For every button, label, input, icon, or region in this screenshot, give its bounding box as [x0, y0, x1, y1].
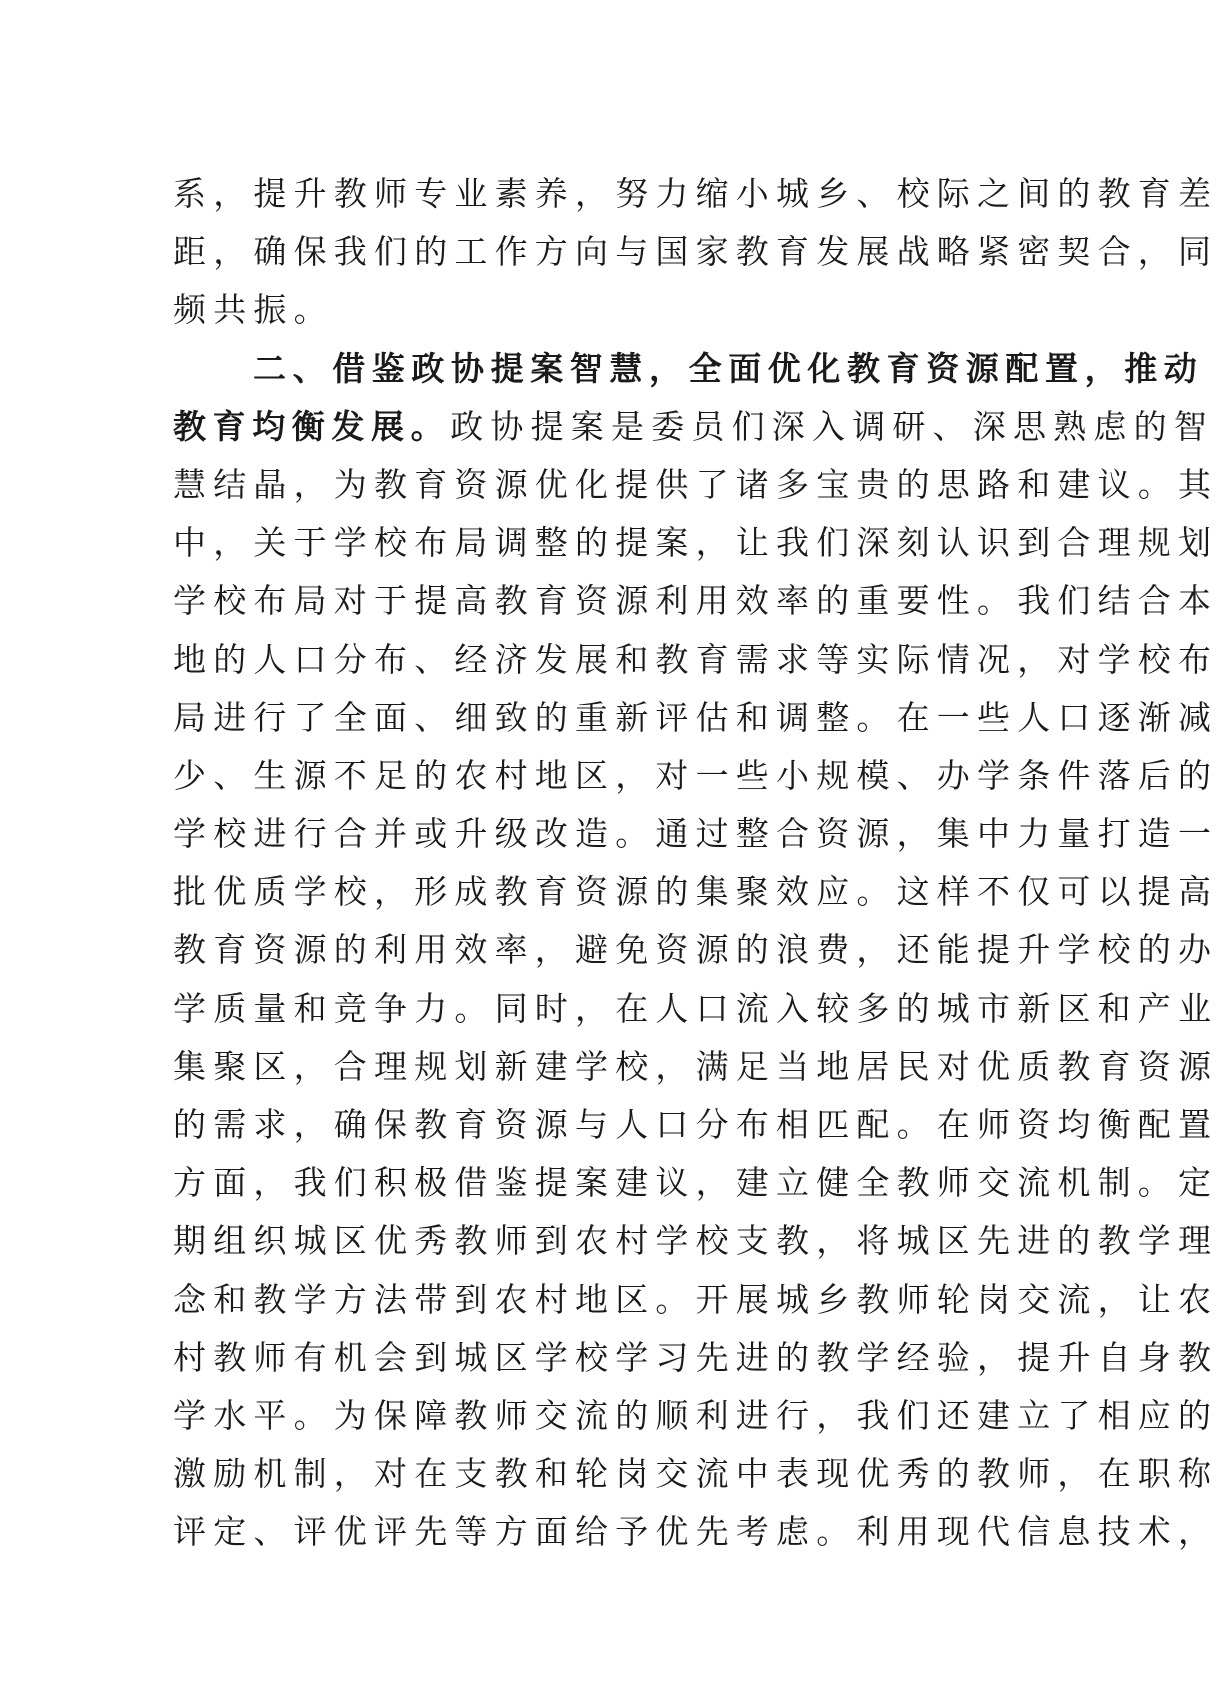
paragraph-line: 学校布局对于提高教育资源利用效率的重要性。我们结合本: [173, 581, 1218, 621]
paragraph-line: 学水平。为保障教师交流的顺利进行，我们还建立了相应的: [173, 1395, 1218, 1435]
paragraph-line: 期组织城区优秀教师到农村学校支教，将城区先进的教学理: [173, 1221, 1218, 1261]
paragraph-line: 村教师有机会到城区学校学习先进的教学经验，提升自身教: [173, 1337, 1218, 1377]
document-body: [173, 165, 1218, 1562]
paragraph-line: 念和教学方法带到农村地区。开展城乡教师轮岗交流，让农: [173, 1279, 1218, 1319]
paragraph-line: 学校进行合并或升级改造。通过整合资源，集中力量打造一: [173, 814, 1218, 854]
paragraph-line: 教育资源的利用效率，避免资源的浪费，还能提升学校的办: [173, 930, 1218, 970]
paragraph-line: 慧结晶，为教育资源优化提供了诸多宝贵的思路和建议。其: [173, 464, 1218, 504]
paragraph-line: 少、生源不足的农村地区，对一些小规模、办学条件落后的: [173, 755, 1218, 795]
paragraph-line: [173, 398, 1215, 456]
paragraph-line: 系，提升教师专业素养，努力缩小城乡、校际之间的教育差: [173, 174, 1218, 213]
paragraph-line: 局进行了全面、细致的重新评估和调整。在一些人口逐渐减: [173, 697, 1218, 737]
paragraph-line: 方面，我们积极借鉴提案建议，建立健全教师交流机制。定: [173, 1163, 1218, 1203]
paragraph-line: 中，关于学校布局调整的提案，让我们深刻认识到合理规划: [173, 523, 1218, 563]
paragraph-line: 激励机制，对在支教和轮岗交流中表现优秀的教师，在职称: [173, 1454, 1218, 1494]
paragraph-line: 地的人口分布、经济发展和教育需求等实际情况，对学校布: [173, 639, 1218, 679]
paragraph-line: 距，确保我们的工作方向与国家教育发展战略紧密契合，同: [173, 232, 1218, 272]
paragraph-line: 的需求，确保教育资源与人口分布相匹配。在师资均衡配置: [173, 1105, 1218, 1144]
paragraph-line: 集聚区，合理规划新建学校，满足当地居民对优质教育资源: [173, 1046, 1218, 1086]
section-heading: 二、借鉴政协提案智慧，全面优化教育资源配置，推动: [253, 348, 1204, 388]
section-heading-line: [173, 340, 1204, 398]
paragraph-line: 批优质学校，形成教育资源的集聚效应。这样不仅可以提高: [173, 872, 1218, 912]
paragraph-line: 评定、评优评先等方面给予优先考虑。利用现代信息技术，: [173, 1512, 1218, 1552]
paragraph-line: 频共振。: [173, 290, 334, 330]
paragraph-line: 学质量和竞争力。同时，在人口流入较多的城市新区和产业: [173, 988, 1218, 1028]
section-heading-end: 教育均衡发展。: [173, 406, 451, 446]
paragraph-text: 政协提案是委员们深入调研、深思熟虑的智: [450, 406, 1215, 446]
